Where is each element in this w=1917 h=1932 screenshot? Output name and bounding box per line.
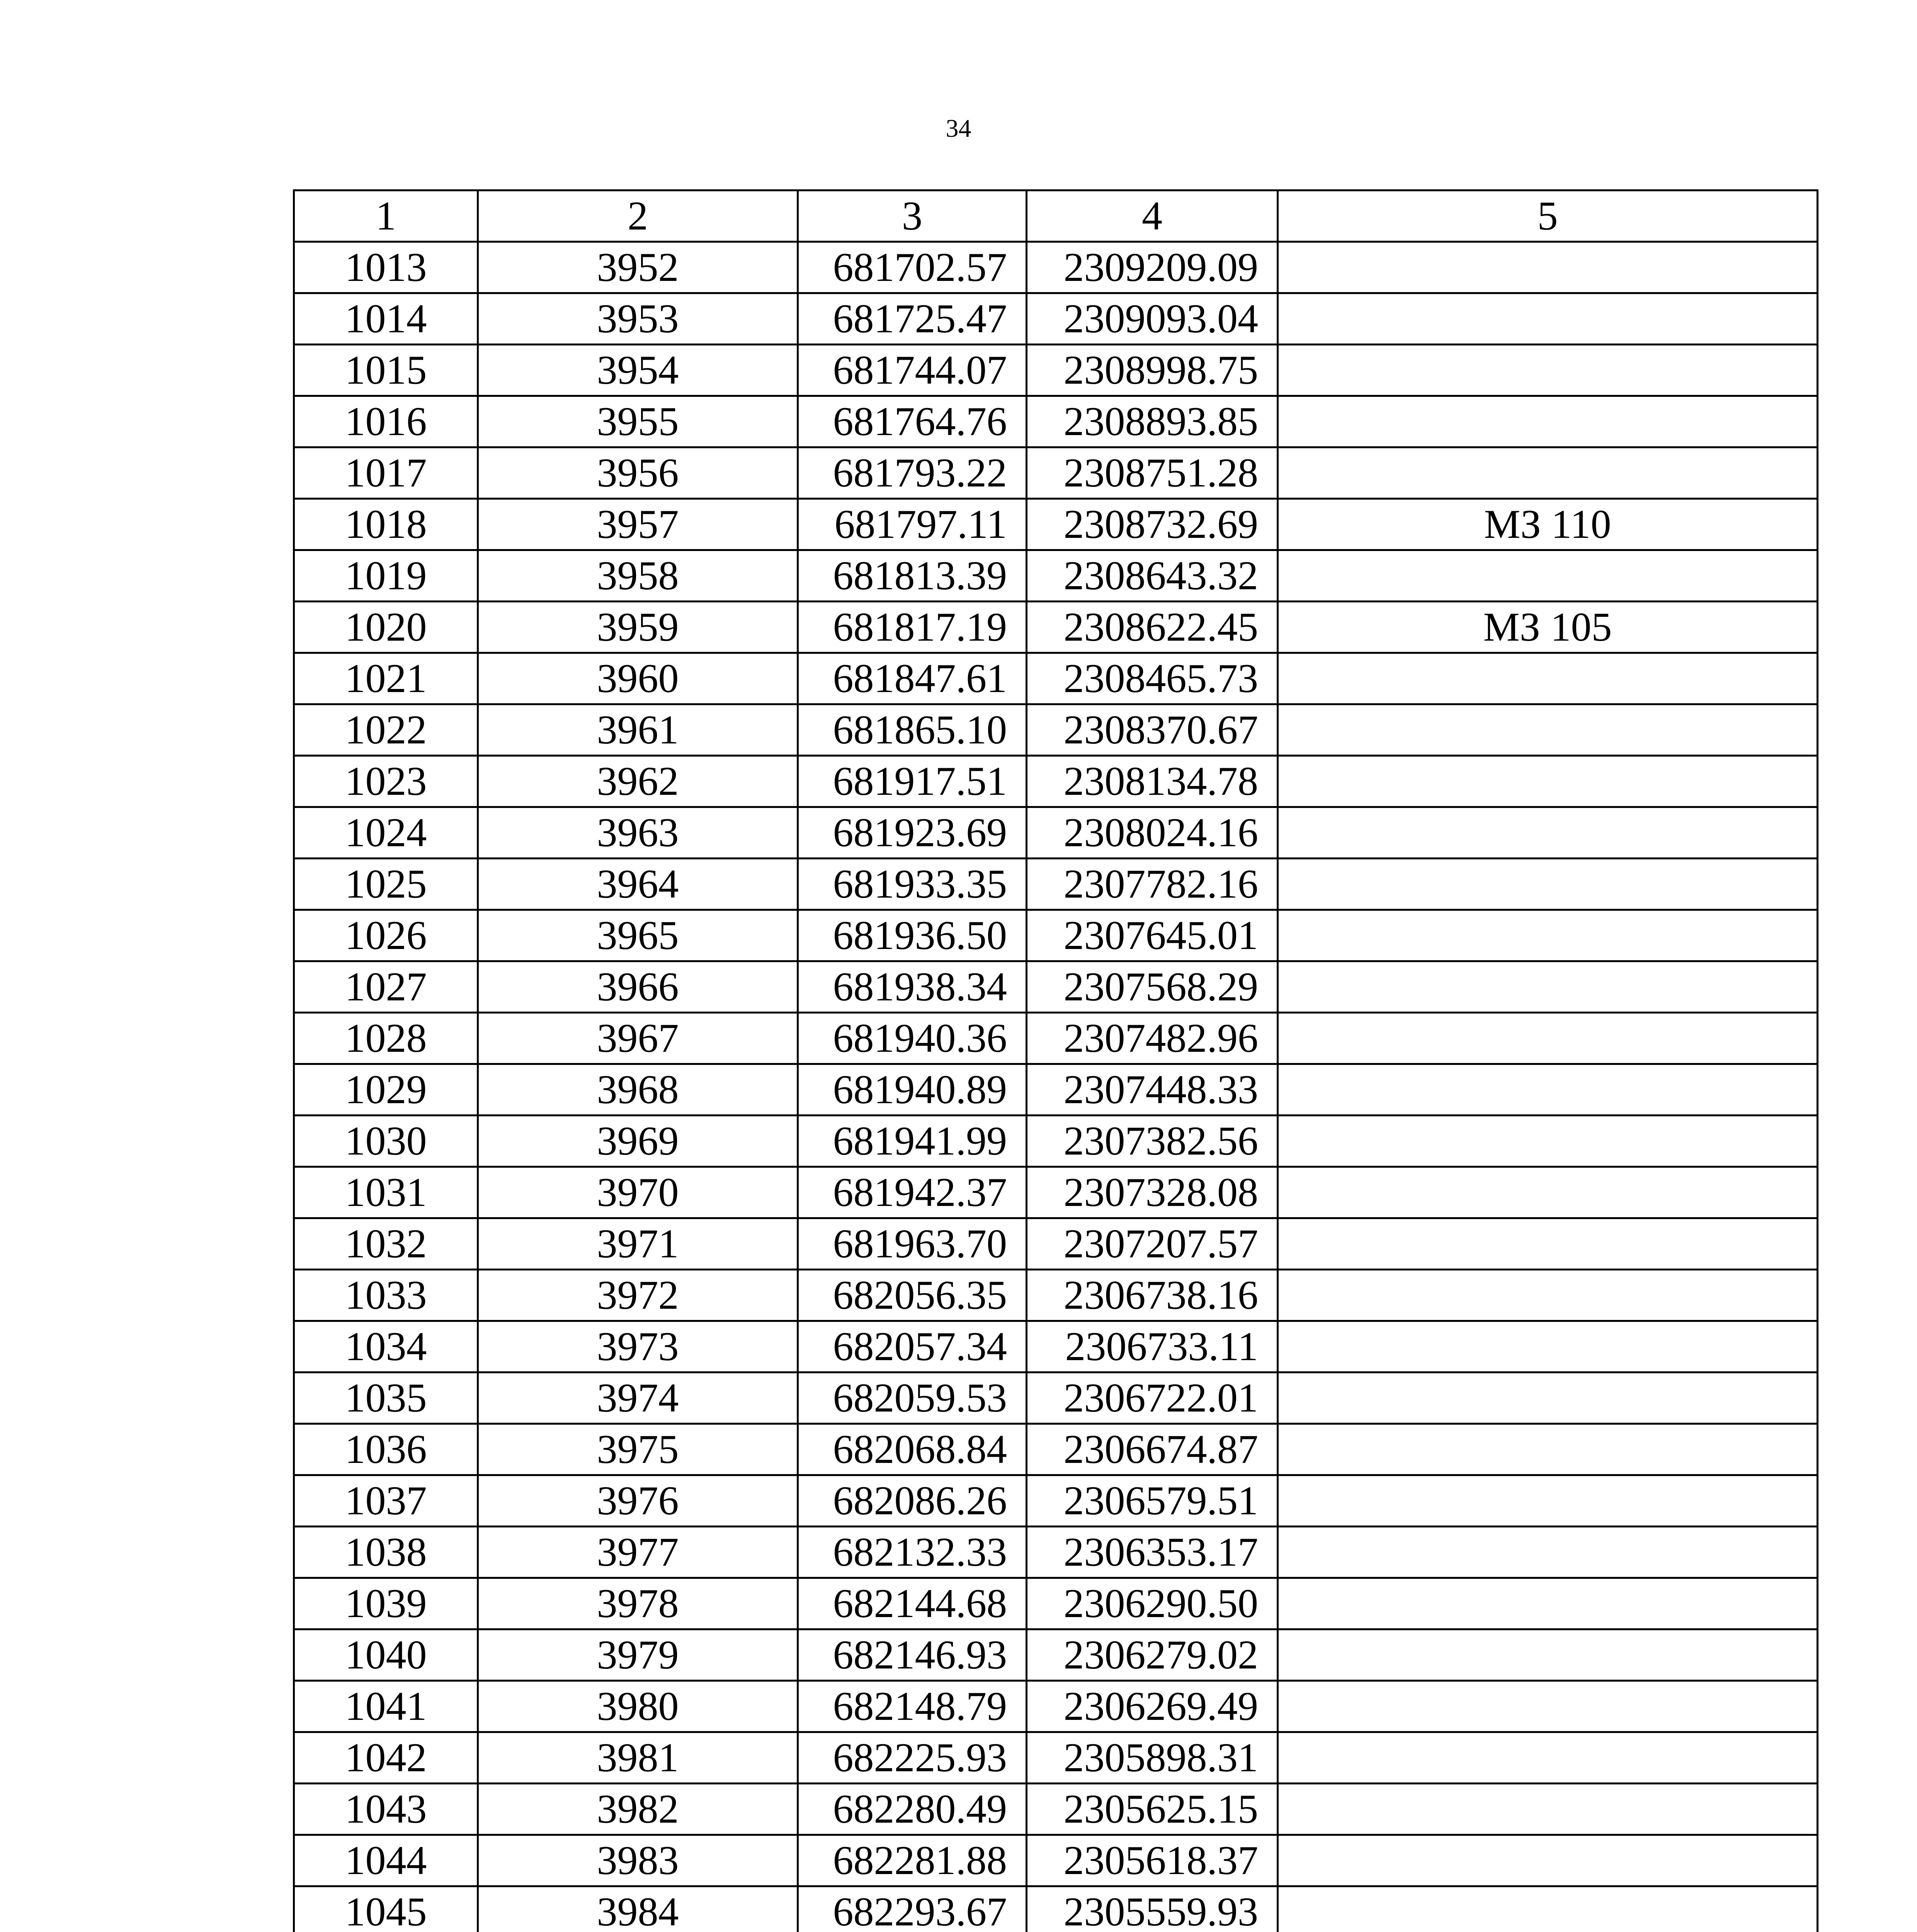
coordinate-x-cell: 681764.76	[798, 396, 1027, 447]
point-number-cell: 1029	[294, 1064, 478, 1116]
table-row	[294, 1372, 1818, 1424]
table-row	[294, 910, 1818, 961]
table-row	[294, 293, 1818, 345]
note-cell	[1278, 1064, 1818, 1116]
station-number-cell: 3983	[478, 1835, 798, 1886]
station-number-cell: 3967	[478, 1013, 798, 1064]
table-row	[294, 653, 1818, 704]
table-row	[294, 961, 1818, 1013]
table-row	[294, 1475, 1818, 1527]
coordinate-y-cell: 2308622.45	[1027, 602, 1278, 653]
coordinate-y-cell: 2308998.75	[1027, 345, 1278, 396]
station-number-cell: 3955	[478, 396, 798, 447]
note-cell	[1278, 1835, 1818, 1886]
table-row	[294, 704, 1818, 756]
note-cell	[1278, 859, 1818, 910]
point-number-cell: 1037	[294, 1475, 478, 1527]
coordinate-y-cell: 2306738.16	[1027, 1270, 1278, 1321]
table-row	[294, 1218, 1818, 1270]
column-header-3: 3	[798, 190, 1027, 242]
coordinate-x-cell: 682281.88	[798, 1835, 1027, 1886]
point-number-cell: 1025	[294, 859, 478, 910]
station-number-cell: 3981	[478, 1732, 798, 1784]
note-cell	[1278, 1886, 1818, 1932]
coordinate-y-cell: 2306722.01	[1027, 1372, 1278, 1424]
station-number-cell: 3965	[478, 910, 798, 961]
station-number-cell: 3970	[478, 1167, 798, 1218]
point-number-cell: 1022	[294, 704, 478, 756]
point-number-cell: 1021	[294, 653, 478, 704]
station-number-cell: 3960	[478, 653, 798, 704]
coordinate-x-cell: 681744.07	[798, 345, 1027, 396]
coordinate-x-cell: 682068.84	[798, 1424, 1027, 1475]
point-number-cell: 1013	[294, 242, 478, 293]
point-number-cell: 1043	[294, 1784, 478, 1835]
coordinate-y-cell: 2307645.01	[1027, 910, 1278, 961]
point-number-cell: 1024	[294, 807, 478, 859]
coordinates-table	[293, 189, 1818, 1932]
point-number-cell: 1027	[294, 961, 478, 1013]
table-row	[294, 1270, 1818, 1321]
coordinate-y-cell: 2307482.96	[1027, 1013, 1278, 1064]
coordinate-x-cell: 681941.99	[798, 1116, 1027, 1167]
station-number-cell: 3962	[478, 756, 798, 807]
station-number-cell: 3968	[478, 1064, 798, 1116]
table-row	[294, 1578, 1818, 1629]
station-number-cell: 3954	[478, 345, 798, 396]
coordinate-x-cell: 681940.89	[798, 1064, 1027, 1116]
note-cell	[1278, 1527, 1818, 1578]
coordinate-y-cell: 2306269.49	[1027, 1681, 1278, 1732]
coordinate-y-cell: 2305618.37	[1027, 1835, 1278, 1886]
coordinate-y-cell: 2305559.93	[1027, 1886, 1278, 1932]
station-number-cell: 3974	[478, 1372, 798, 1424]
station-number-cell: 3963	[478, 807, 798, 859]
coordinate-y-cell: 2309093.04	[1027, 293, 1278, 345]
station-number-cell: 3984	[478, 1886, 798, 1932]
coordinate-x-cell: 681963.70	[798, 1218, 1027, 1270]
coordinate-y-cell: 2308370.67	[1027, 704, 1278, 756]
table-row	[294, 447, 1818, 499]
table-header-row	[294, 190, 1818, 242]
coordinate-y-cell: 2308751.28	[1027, 447, 1278, 499]
station-number-cell: 3980	[478, 1681, 798, 1732]
note-cell	[1278, 1218, 1818, 1270]
station-number-cell: 3978	[478, 1578, 798, 1629]
station-number-cell: 3979	[478, 1629, 798, 1681]
note-cell	[1278, 910, 1818, 961]
page-number: 34	[946, 114, 971, 143]
station-number-cell: 3958	[478, 550, 798, 602]
station-number-cell: 3956	[478, 447, 798, 499]
point-number-cell: 1036	[294, 1424, 478, 1475]
note-cell	[1278, 807, 1818, 859]
coordinate-y-cell: 2307782.16	[1027, 859, 1278, 910]
coordinate-x-cell: 681923.69	[798, 807, 1027, 859]
point-number-cell: 1035	[294, 1372, 478, 1424]
column-header-5: 5	[1278, 190, 1818, 242]
station-number-cell: 3959	[478, 602, 798, 653]
station-number-cell: 3969	[478, 1116, 798, 1167]
point-number-cell: 1015	[294, 345, 478, 396]
table-row	[294, 1784, 1818, 1835]
station-number-cell: 3961	[478, 704, 798, 756]
note-cell	[1278, 1629, 1818, 1681]
coordinate-y-cell: 2305625.15	[1027, 1784, 1278, 1835]
coordinate-x-cell: 682146.93	[798, 1629, 1027, 1681]
coordinate-x-cell: 681702.57	[798, 242, 1027, 293]
note-cell	[1278, 1372, 1818, 1424]
note-cell	[1278, 447, 1818, 499]
point-number-cell: 1045	[294, 1886, 478, 1932]
coordinate-x-cell: 682059.53	[798, 1372, 1027, 1424]
column-header-1: 1	[294, 190, 478, 242]
table-row	[294, 1835, 1818, 1886]
point-number-cell: 1014	[294, 293, 478, 345]
table-row	[294, 1629, 1818, 1681]
coordinate-y-cell: 2306579.51	[1027, 1475, 1278, 1527]
table-row	[294, 396, 1818, 447]
note-cell	[1278, 1784, 1818, 1835]
note-cell	[1278, 1270, 1818, 1321]
station-number-cell: 3972	[478, 1270, 798, 1321]
note-cell	[1278, 756, 1818, 807]
coordinate-y-cell: 2308643.32	[1027, 550, 1278, 602]
table-row	[294, 1732, 1818, 1784]
coordinate-x-cell: 681847.61	[798, 653, 1027, 704]
point-number-cell: 1031	[294, 1167, 478, 1218]
table-row	[294, 499, 1818, 550]
column-header-2: 2	[478, 190, 798, 242]
coordinate-x-cell: 681793.22	[798, 447, 1027, 499]
coordinate-x-cell: 682132.33	[798, 1527, 1027, 1578]
note-cell	[1278, 1167, 1818, 1218]
coordinate-y-cell: 2308134.78	[1027, 756, 1278, 807]
coordinate-x-cell: 681938.34	[798, 961, 1027, 1013]
note-cell	[1278, 396, 1818, 447]
station-number-cell: 3957	[478, 499, 798, 550]
coordinate-y-cell: 2307382.56	[1027, 1116, 1278, 1167]
note-cell	[1278, 961, 1818, 1013]
coordinate-x-cell: 681797.11	[798, 499, 1027, 550]
point-number-cell: 1034	[294, 1321, 478, 1372]
station-number-cell: 3971	[478, 1218, 798, 1270]
coordinate-x-cell: 682056.35	[798, 1270, 1027, 1321]
station-number-cell: 3975	[478, 1424, 798, 1475]
table-row	[294, 1527, 1818, 1578]
table-row	[294, 1681, 1818, 1732]
note-cell	[1278, 550, 1818, 602]
station-number-cell: 3973	[478, 1321, 798, 1372]
point-number-cell: 1019	[294, 550, 478, 602]
note-cell	[1278, 1321, 1818, 1372]
coordinate-y-cell: 2305898.31	[1027, 1732, 1278, 1784]
table-row	[294, 807, 1818, 859]
coordinate-y-cell: 2307207.57	[1027, 1218, 1278, 1270]
note-cell: МЗ 110	[1278, 499, 1818, 550]
station-number-cell: 3953	[478, 293, 798, 345]
point-number-cell: 1041	[294, 1681, 478, 1732]
table-row	[294, 550, 1818, 602]
coordinate-y-cell: 2309209.09	[1027, 242, 1278, 293]
coordinate-x-cell: 682057.34	[798, 1321, 1027, 1372]
coordinate-x-cell: 682144.68	[798, 1578, 1027, 1629]
point-number-cell: 1032	[294, 1218, 478, 1270]
note-cell	[1278, 1475, 1818, 1527]
point-number-cell: 1018	[294, 499, 478, 550]
point-number-cell: 1016	[294, 396, 478, 447]
point-number-cell: 1026	[294, 910, 478, 961]
table-row	[294, 1064, 1818, 1116]
coordinate-x-cell: 682280.49	[798, 1784, 1027, 1835]
point-number-cell: 1030	[294, 1116, 478, 1167]
point-number-cell: 1040	[294, 1629, 478, 1681]
station-number-cell: 3952	[478, 242, 798, 293]
coordinate-x-cell: 681813.39	[798, 550, 1027, 602]
column-header-4: 4	[1027, 190, 1278, 242]
coordinate-y-cell: 2307448.33	[1027, 1064, 1278, 1116]
table-row	[294, 1013, 1818, 1064]
note-cell	[1278, 653, 1818, 704]
station-number-cell: 3966	[478, 961, 798, 1013]
point-number-cell: 1023	[294, 756, 478, 807]
note-cell	[1278, 704, 1818, 756]
coordinate-x-cell: 681933.35	[798, 859, 1027, 910]
coordinate-y-cell: 2306279.02	[1027, 1629, 1278, 1681]
coordinate-x-cell: 681942.37	[798, 1167, 1027, 1218]
point-number-cell: 1039	[294, 1578, 478, 1629]
table-row	[294, 602, 1818, 653]
table-row	[294, 1167, 1818, 1218]
table-row	[294, 1424, 1818, 1475]
note-cell	[1278, 1732, 1818, 1784]
note-cell	[1278, 1424, 1818, 1475]
table-row	[294, 345, 1818, 396]
coordinate-x-cell: 682225.93	[798, 1732, 1027, 1784]
point-number-cell: 1038	[294, 1527, 478, 1578]
station-number-cell: 3964	[478, 859, 798, 910]
coordinate-x-cell: 681817.19	[798, 602, 1027, 653]
coordinate-y-cell: 2307568.29	[1027, 961, 1278, 1013]
point-number-cell: 1033	[294, 1270, 478, 1321]
point-number-cell: 1042	[294, 1732, 478, 1784]
point-number-cell: 1028	[294, 1013, 478, 1064]
coordinate-y-cell: 2308893.85	[1027, 396, 1278, 447]
coordinate-x-cell: 682148.79	[798, 1681, 1027, 1732]
station-number-cell: 3976	[478, 1475, 798, 1527]
note-cell	[1278, 293, 1818, 345]
coordinate-y-cell: 2306290.50	[1027, 1578, 1278, 1629]
note-cell	[1278, 242, 1818, 293]
table-row	[294, 242, 1818, 293]
table-row	[294, 1116, 1818, 1167]
station-number-cell: 3982	[478, 1784, 798, 1835]
coordinate-x-cell: 681725.47	[798, 293, 1027, 345]
note-cell	[1278, 1681, 1818, 1732]
table-row	[294, 756, 1818, 807]
point-number-cell: 1017	[294, 447, 478, 499]
coordinate-x-cell: 682086.26	[798, 1475, 1027, 1527]
table-row	[294, 1886, 1818, 1932]
coordinate-x-cell: 681917.51	[798, 756, 1027, 807]
coordinate-y-cell: 2308732.69	[1027, 499, 1278, 550]
note-cell	[1278, 345, 1818, 396]
coordinate-y-cell: 2308024.16	[1027, 807, 1278, 859]
note-cell	[1278, 1116, 1818, 1167]
point-number-cell: 1044	[294, 1835, 478, 1886]
coordinate-y-cell: 2308465.73	[1027, 653, 1278, 704]
coordinate-y-cell: 2306674.87	[1027, 1424, 1278, 1475]
coordinate-x-cell: 682293.67	[798, 1886, 1027, 1932]
coordinate-x-cell: 681936.50	[798, 910, 1027, 961]
station-number-cell: 3977	[478, 1527, 798, 1578]
note-cell	[1278, 1013, 1818, 1064]
coordinate-y-cell: 2307328.08	[1027, 1167, 1278, 1218]
table-row	[294, 1321, 1818, 1372]
coordinate-y-cell: 2306353.17	[1027, 1527, 1278, 1578]
coordinate-x-cell: 681865.10	[798, 704, 1027, 756]
coordinate-x-cell: 681940.36	[798, 1013, 1027, 1064]
note-cell	[1278, 1578, 1818, 1629]
coordinate-y-cell: 2306733.11	[1027, 1321, 1278, 1372]
table-body	[294, 190, 1818, 1932]
table-row	[294, 859, 1818, 910]
note-cell: МЗ 105	[1278, 602, 1818, 653]
point-number-cell: 1020	[294, 602, 478, 653]
